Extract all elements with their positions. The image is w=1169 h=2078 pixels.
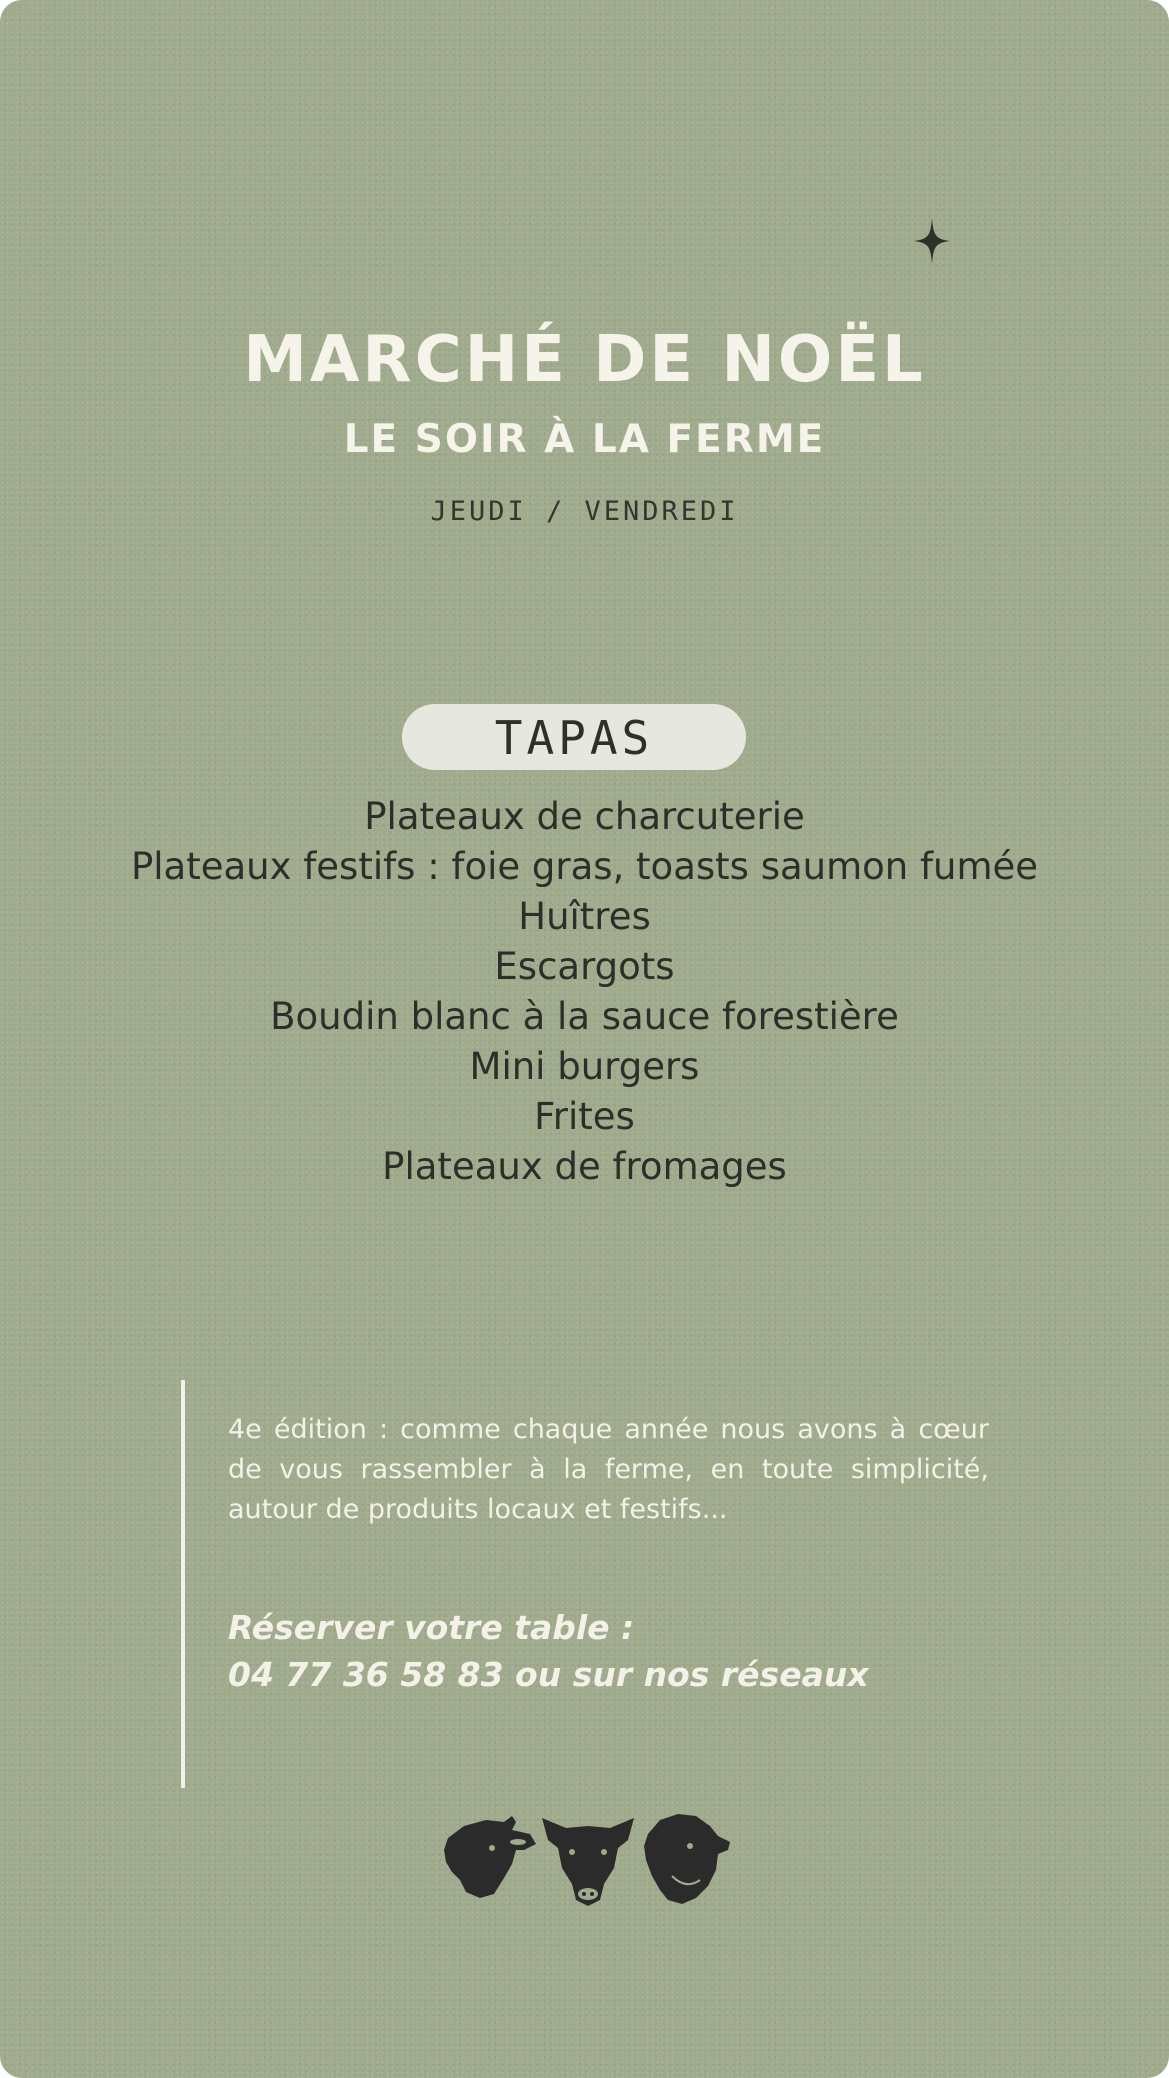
- section-title-tapas: TAPAS: [402, 704, 746, 770]
- divider-line: [181, 1380, 185, 1788]
- list-item: Boudin blanc à la sauce forestière: [270, 995, 899, 1038]
- days-label: JEUDI / VENDREDI: [430, 496, 739, 527]
- reserve-contact: 04 77 36 58 83 ou sur nos réseaux: [228, 1655, 869, 1694]
- sheep-icon: [644, 1814, 730, 1904]
- list-item: Huîtres: [518, 895, 651, 938]
- sparkle-icon: [914, 218, 950, 264]
- list-item: Escargots: [494, 945, 675, 988]
- menu-list: [0, 792, 1169, 1192]
- pig-icon: [542, 1818, 634, 1906]
- reserve-label: Réserver votre table :: [228, 1608, 635, 1647]
- list-item: Plateaux festifs : foie gras, toasts saumon fumée: [130, 845, 1039, 888]
- edition-description: 4e édition : comme chaque année nous avons à cœur de vous rassembler à la ferme, en toute simplicité, autour de produits locaux et festifs...: [228, 1414, 989, 1525]
- animals-logo: [442, 1806, 734, 1906]
- list-item: Plateaux de charcuterie: [364, 795, 805, 838]
- list-item: Frites: [534, 1095, 635, 1138]
- cow-icon: [444, 1816, 536, 1898]
- page-title: MARCHÉ DE NOËL: [243, 323, 926, 397]
- reservation-block: [228, 1604, 1028, 1698]
- list-item: Plateaux de fromages: [382, 1145, 787, 1188]
- list-item: Mini burgers: [469, 1045, 700, 1088]
- page-subtitle: LE SOIR À LA FERME: [343, 417, 826, 462]
